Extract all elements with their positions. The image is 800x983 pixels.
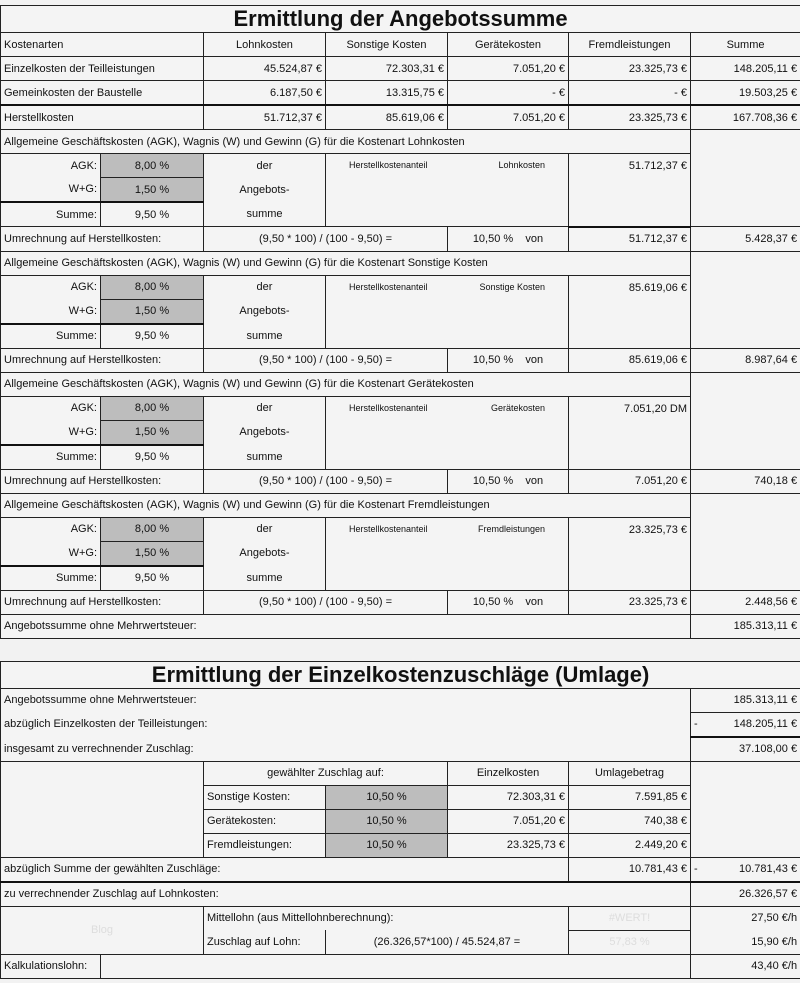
anteil-cell[interactable] <box>326 396 569 469</box>
cell[interactable]: 2.448,56 € <box>691 590 800 614</box>
cell[interactable]: Herstellkosten <box>1 105 204 130</box>
cell[interactable]: Fremdleistungen: <box>204 833 326 857</box>
cell[interactable]: Umlagebetrag <box>569 761 691 785</box>
cell[interactable]: 19.503,25 € <box>691 81 800 106</box>
cell[interactable]: Angebots- <box>204 299 326 324</box>
cell[interactable]: 23.325,73 € <box>448 833 569 857</box>
pct-cell[interactable] <box>448 227 569 252</box>
cell[interactable]: Zuschlag auf Lohn: <box>204 930 326 954</box>
von: von <box>525 354 544 366</box>
cell[interactable]: - € <box>448 81 569 106</box>
cell[interactable]: abzüglich Summe der gewählten Zuschläge: <box>1 857 569 882</box>
anteil-kind: Gerätekosten <box>490 402 545 413</box>
cell[interactable] <box>691 857 800 882</box>
cell[interactable]: Angebots- <box>204 420 326 445</box>
cell[interactable] <box>1 761 204 857</box>
cell[interactable]: (26.326,57*100) / 45.524,87 = <box>326 930 569 954</box>
cell[interactable]: Angebots- <box>204 541 326 566</box>
cost-row <box>1 105 800 130</box>
cell[interactable]: (9,50 * 100) / (100 - 9,50) = <box>204 469 448 493</box>
cell[interactable]: 185.313,11 € <box>691 614 800 638</box>
cell[interactable]: summe <box>204 202 326 227</box>
row <box>1 688 800 712</box>
cell[interactable]: der <box>204 396 326 420</box>
anteil-cell[interactable] <box>326 275 569 348</box>
cell[interactable]: Umrechnung auf Herstellkosten: <box>1 590 204 614</box>
anteil-label: Herstellkostenanteil <box>349 402 428 413</box>
anteil-kind: Sonstige Kosten <box>479 281 545 292</box>
cost-row <box>1 81 800 106</box>
cell[interactable]: 15,90 €/h <box>691 930 800 954</box>
row <box>1 954 800 978</box>
cell[interactable]: Umrechnung auf Herstellkosten: <box>1 348 204 372</box>
zuschlag-header-row <box>1 761 800 785</box>
cell[interactable]: W+G: <box>1 178 101 203</box>
cell[interactable]: W+G: <box>1 541 101 566</box>
cell[interactable]: 740,18 € <box>691 469 800 493</box>
cell[interactable]: 740,38 € <box>569 809 691 833</box>
header-cell[interactable]: Gerätekosten <box>448 33 569 57</box>
cell[interactable]: Sonstige Kosten: <box>204 785 326 809</box>
cell[interactable] <box>691 493 800 590</box>
cell[interactable]: Summe: <box>1 445 101 470</box>
cell[interactable]: der <box>204 275 326 299</box>
von: von <box>525 232 544 245</box>
pct-cell[interactable] <box>448 469 569 493</box>
cell[interactable]: 23.325,73 € <box>569 105 691 130</box>
pct: 10,50 % <box>472 596 514 608</box>
cell[interactable]: Mittellohn (aus Mittellohnberechnung): <box>204 906 569 930</box>
cell[interactable]: 1,50 % <box>101 299 204 324</box>
cell[interactable]: 9,50 % <box>101 445 204 470</box>
cell[interactable]: 23.325,73 € <box>569 57 691 81</box>
pct: 10,50 % <box>472 354 514 366</box>
cell[interactable]: Umrechnung auf Herstellkosten: <box>1 227 204 252</box>
cell[interactable]: AGK: <box>1 517 101 541</box>
cell[interactable]: 85.619,06 € <box>569 275 691 348</box>
header-cell[interactable]: Kostenarten <box>1 33 204 57</box>
anteil-kind: Lohnkosten <box>498 160 545 170</box>
cell[interactable]: 7.591,85 € <box>569 785 691 809</box>
header-cell[interactable]: Fremdleistungen <box>569 33 691 57</box>
anteil-label: Herstellkostenanteil <box>349 281 428 292</box>
cell[interactable] <box>691 372 800 469</box>
cell[interactable]: insgesamt zu verrechnender Zuschlag: <box>1 737 691 762</box>
pct: 10,50 % <box>472 232 514 245</box>
cell[interactable]: 5.428,37 € <box>691 227 800 252</box>
cell[interactable] <box>691 251 800 348</box>
cell[interactable]: 27,50 €/h <box>691 906 800 930</box>
pct-cell[interactable] <box>448 348 569 372</box>
cell[interactable]: Gemeinkosten der Baustelle <box>1 81 204 106</box>
cell[interactable]: AGK: <box>1 275 101 299</box>
cell[interactable]: Angebots- <box>204 178 326 203</box>
cell[interactable]: AGK: <box>1 396 101 420</box>
cell[interactable] <box>691 712 800 737</box>
header-row <box>1 33 800 57</box>
section-title: Ermittlung der Angebotssumme <box>1 6 800 33</box>
row <box>1 906 800 930</box>
cell[interactable]: Allgemeine Geschäftskosten (AGK), Wagnis (W) und Gewinn (G) für die Kostenart Gerätekosten <box>1 372 691 396</box>
row <box>1 737 800 762</box>
header-cell[interactable]: Summe <box>691 33 800 57</box>
cell[interactable]: 23.325,73 € <box>569 590 691 614</box>
agk-row <box>1 275 800 299</box>
cell[interactable] <box>691 130 800 227</box>
cell[interactable]: zu verrechnender Zuschlag auf Lohnkosten: <box>1 882 691 907</box>
cell[interactable]: summe <box>204 445 326 470</box>
agk-row <box>1 154 800 178</box>
block-heading-row <box>1 130 800 154</box>
cell[interactable]: 85.619,06 € <box>569 348 691 372</box>
cell[interactable]: Einzelkosten der Teilleistungen <box>1 57 204 81</box>
cell[interactable]: 10,50 % <box>326 785 448 809</box>
minus-sign: - <box>694 863 698 875</box>
cell[interactable]: 10.781,43 € <box>569 857 691 882</box>
cell[interactable]: 8,00 % <box>101 517 204 541</box>
cell[interactable]: 7.051,20 € <box>448 105 569 130</box>
cell[interactable]: Einzelkosten <box>448 761 569 785</box>
cell[interactable]: 8,00 % <box>101 275 204 299</box>
cell[interactable]: summe <box>204 566 326 591</box>
row <box>1 857 800 882</box>
cell[interactable]: Allgemeine Geschäftskosten (AGK), Wagnis (W) und Gewinn (G) für die Kostenart Lohnkosten <box>1 130 691 154</box>
header-cell[interactable]: Lohnkosten <box>204 33 326 57</box>
cell[interactable]: Summe: <box>1 202 101 227</box>
umrechnung-row <box>1 469 800 493</box>
cell[interactable]: 8,00 % <box>101 154 204 178</box>
cell[interactable]: 1,50 % <box>101 541 204 566</box>
cell[interactable]: 23.325,73 € <box>569 517 691 590</box>
pct: 10,50 % <box>472 475 514 487</box>
cell[interactable]: (9,50 * 100) / (100 - 9,50) = <box>204 227 448 252</box>
cell[interactable]: Angebotssumme ohne Mehrwertsteuer: <box>1 688 691 712</box>
cell[interactable]: gewählter Zuschlag auf: <box>204 761 448 785</box>
cell[interactable] <box>691 761 800 857</box>
cell[interactable]: (9,50 * 100) / (100 - 9,50) = <box>204 590 448 614</box>
cell[interactable]: 26.326,57 € <box>691 882 800 907</box>
umrechnung-row <box>1 348 800 372</box>
cell[interactable]: Allgemeine Geschäftskosten (AGK), Wagnis (W) und Gewinn (G) für die Kostenart Sonstige Kosten <box>1 251 691 275</box>
cell[interactable]: 37.108,00 € <box>691 737 800 762</box>
anteil-label: Herstellkostenanteil <box>349 160 428 170</box>
cell[interactable]: 85.619,06 € <box>326 105 448 130</box>
cell[interactable]: Summe: <box>1 566 101 591</box>
cell[interactable] <box>101 954 691 978</box>
cell[interactable]: der <box>204 517 326 541</box>
cell[interactable]: abzüglich Einzelkosten der Teilleistungen: <box>1 712 691 737</box>
cell[interactable]: 9,50 % <box>101 202 204 227</box>
spacer <box>1 638 800 661</box>
section-title: Ermittlung der Einzelkostenzuschläge (Umlage) <box>1 661 800 688</box>
cell[interactable]: 13.315,75 € <box>326 81 448 106</box>
cell[interactable]: 43,40 €/h <box>691 954 800 978</box>
block-heading-row <box>1 372 800 396</box>
cell[interactable]: 1,50 % <box>101 420 204 445</box>
cell[interactable]: 51.712,37 € <box>569 227 691 252</box>
umrechnung-row <box>1 227 800 252</box>
von: von <box>525 475 544 487</box>
cell[interactable]: 10,50 % <box>326 833 448 857</box>
cell[interactable]: - € <box>569 81 691 106</box>
cell[interactable]: 167.708,36 € <box>691 105 800 130</box>
header-cell[interactable]: Sonstige Kosten <box>326 33 448 57</box>
row <box>1 712 800 737</box>
cell[interactable]: Blog <box>1 906 204 954</box>
cell[interactable]: (9,50 * 100) / (100 - 9,50) = <box>204 348 448 372</box>
cell[interactable]: 7.051,20 € <box>448 809 569 833</box>
cell[interactable]: AGK: <box>1 154 101 178</box>
cell[interactable]: 8,00 % <box>101 396 204 420</box>
cost-row <box>1 57 800 81</box>
cell[interactable]: 72.303,31 € <box>448 785 569 809</box>
cell[interactable]: Summe: <box>1 324 101 349</box>
cell[interactable]: 9,50 % <box>101 566 204 591</box>
cell[interactable]: 2.449,20 € <box>569 833 691 857</box>
cell[interactable]: 9,50 % <box>101 324 204 349</box>
agk-row <box>1 517 800 541</box>
angebotssumme-table <box>0 5 800 979</box>
cell[interactable]: 51.712,37 € <box>569 154 691 227</box>
cell[interactable]: 45.524,87 € <box>204 57 326 81</box>
anteil-cell[interactable] <box>326 154 569 227</box>
cell[interactable]: 8.987,64 € <box>691 348 800 372</box>
cell[interactable]: Angebotssumme ohne Mehrwertsteuer: <box>1 614 691 638</box>
cell[interactable]: 10,50 % <box>326 809 448 833</box>
von: von <box>525 596 544 608</box>
block-heading-row <box>1 251 800 275</box>
cell[interactable]: 7.051,20 DM <box>569 396 691 469</box>
agk-row <box>1 396 800 420</box>
anteil-cell[interactable] <box>326 517 569 590</box>
minus-sign: - <box>694 718 698 730</box>
gap-row <box>1 638 800 661</box>
umrechnung-row <box>1 590 800 614</box>
anteil-kind: Fremdleistungen <box>477 523 545 534</box>
cell[interactable]: summe <box>204 324 326 349</box>
pct-cell[interactable] <box>448 590 569 614</box>
value: 148.205,11 € <box>733 718 798 730</box>
cell[interactable]: 148.205,11 € <box>691 57 800 81</box>
cell[interactable]: Kalkulationslohn: <box>1 954 101 978</box>
cell[interactable]: 6.187,50 € <box>204 81 326 106</box>
cell[interactable]: 1,50 % <box>101 178 204 203</box>
cell[interactable]: W+G: <box>1 420 101 445</box>
cell[interactable]: Allgemeine Geschäftskosten (AGK), Wagnis (W) und Gewinn (G) für die Kostenart Fremdleistungen <box>1 493 691 517</box>
block-heading-row <box>1 493 800 517</box>
cell[interactable]: 7.051,20 € <box>569 469 691 493</box>
anteil-label: Herstellkostenanteil <box>349 523 428 534</box>
row <box>1 882 800 907</box>
cell[interactable]: 51.712,37 € <box>204 105 326 130</box>
cell[interactable]: 7.051,20 € <box>448 57 569 81</box>
cell[interactable]: Gerätekosten: <box>204 809 326 833</box>
value: 10.781,43 € <box>738 863 798 875</box>
cell[interactable]: 57,83 % <box>569 930 691 954</box>
cell[interactable]: der <box>204 154 326 178</box>
cell[interactable]: W+G: <box>1 299 101 324</box>
total-row <box>1 614 800 638</box>
cell[interactable]: 72.303,31 € <box>326 57 448 81</box>
cell[interactable]: Umrechnung auf Herstellkosten: <box>1 469 204 493</box>
cell[interactable]: #WERT! <box>569 906 691 930</box>
cell[interactable]: 185.313,11 € <box>691 688 800 712</box>
